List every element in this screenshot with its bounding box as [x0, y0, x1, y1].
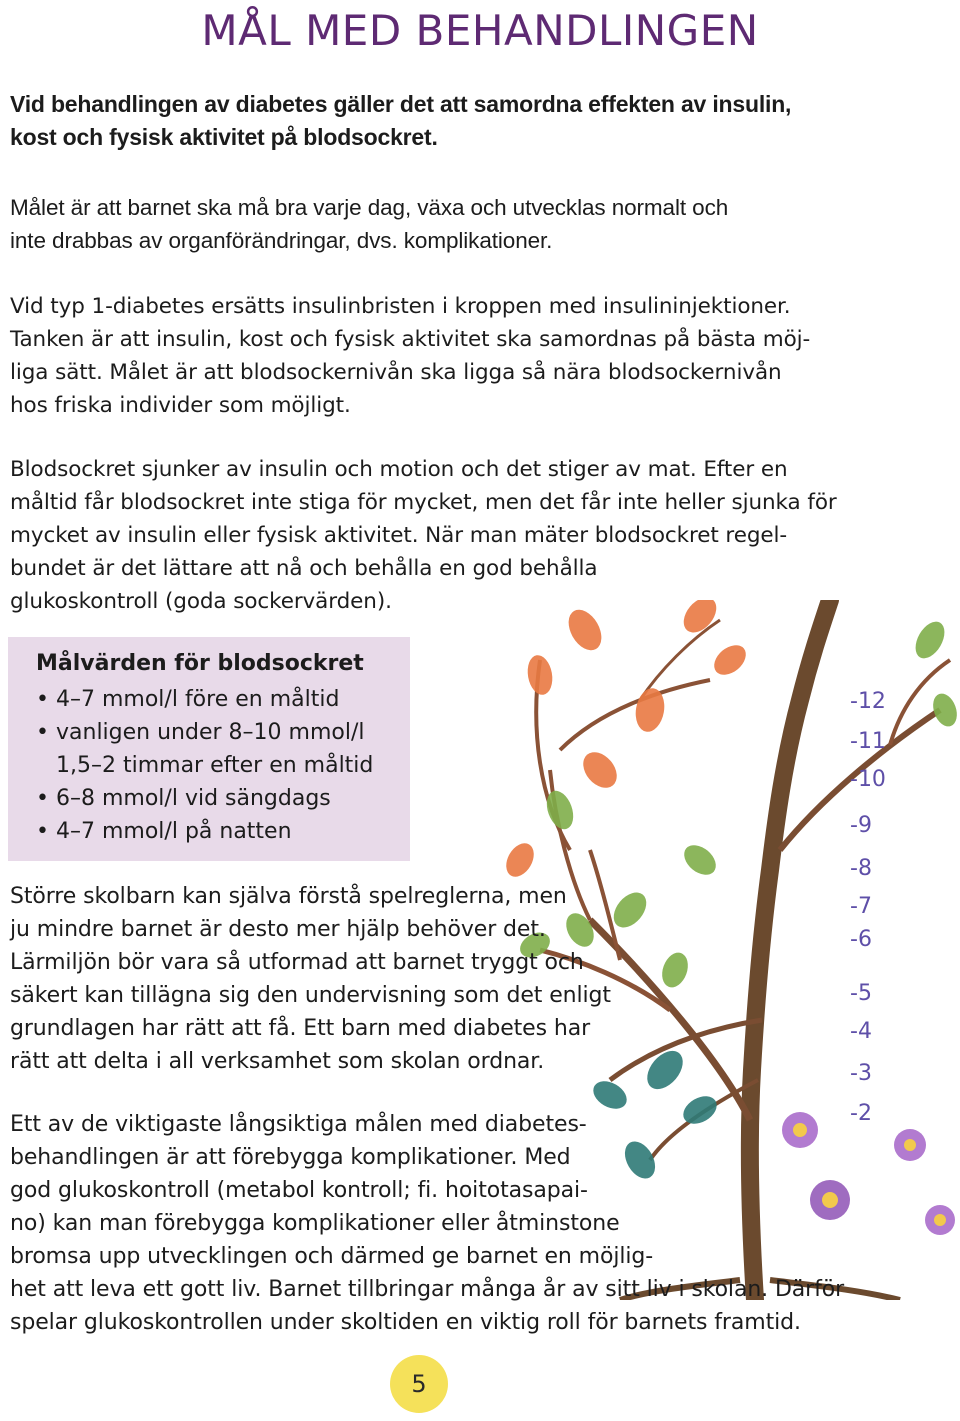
scale-label: -5	[850, 981, 872, 1006]
text-line: grundlagen har rätt att få. Ett barn med diabetes har	[10, 1016, 591, 1041]
target-values-box	[8, 637, 410, 861]
list-item: • 4–7 mmol/l på natten	[36, 815, 373, 848]
paragraph-blood-sugar	[10, 453, 837, 618]
text-line: Större skolbarn kan själva förstå spelreglerna, men	[10, 884, 567, 909]
scale-label: -8	[850, 856, 872, 881]
paragraph-type1	[10, 290, 810, 422]
text-line: Lärmiljön bör vara så utformad att barnet tryggt och	[10, 950, 584, 975]
scale-label: -3	[850, 1061, 872, 1086]
paragraph-goal	[10, 191, 728, 257]
page-number: 5	[390, 1355, 448, 1413]
text-line: inte drabbas av organförändringar, dvs. komplikationer.	[10, 228, 553, 253]
text-line: het att leva ett gott liv. Barnet tillbringar många år av sitt liv i skolan. Därför	[10, 1277, 845, 1302]
page-title: MÅL MED BEHANDLINGEN	[201, 6, 759, 55]
text-line: rätt att delta i all verksamhet som skolan ordnar.	[10, 1049, 545, 1074]
text-line: Tanken är att insulin, kost och fysisk aktivitet ska samordnas på bästa möj-	[10, 327, 811, 352]
scale-label: -7	[850, 894, 872, 919]
scale-label: -10	[850, 767, 886, 792]
text-line: liga sätt. Målet är att blodsockernivån ska ligga så nära blodsockernivån	[10, 360, 782, 385]
text-line: Blodsockret sjunker av insulin och motion och det stiger av mat. Efter en	[10, 457, 788, 482]
text-line: no) kan man förebygga komplikationer eller åtminstone	[10, 1211, 620, 1236]
scale-label: -9	[850, 813, 872, 838]
text-line: Vid typ 1-diabetes ersätts insulinbristen i kroppen med insulininjektioner.	[10, 294, 791, 319]
scale-label: -2	[850, 1101, 872, 1126]
box-title: Målvärden för blodsockret	[36, 651, 364, 676]
text-line: spelar glukoskontrollen under skoltiden en viktig roll för barnets framtid.	[10, 1310, 801, 1335]
text-line: Vid behandlingen av diabetes gäller det att samordna effekten av insulin,	[10, 91, 792, 117]
scale-label: -12	[850, 689, 886, 714]
scale-label: -4	[850, 1019, 872, 1044]
text-line: bromsa upp utvecklingen och därmed ge barnet en möjlig-	[10, 1244, 654, 1269]
paragraph-long-term	[10, 1108, 844, 1339]
text-line: hos friska individer som möjligt.	[10, 393, 351, 418]
paragraph-school	[10, 880, 611, 1078]
text-line: måltid får blodsockret inte stiga för mycket, men det får inte heller sjunka för	[10, 490, 837, 515]
target-values-list	[36, 683, 373, 848]
text-line: säkert kan tillägna sig den undervisning som det enligt	[10, 983, 611, 1008]
list-item: • vanligen under 8–10 mmol/l 1,5–2 timmar efter en måltid	[36, 716, 373, 782]
text-line: bundet är det lättare att nå och behålla en god behålla	[10, 556, 598, 581]
text-line: glukoskontroll (goda sockervärden).	[10, 589, 392, 614]
text-line: ju mindre barnet är desto mer hjälp behöver det.	[10, 917, 546, 942]
scale-label: -6	[850, 927, 872, 952]
scale-label: -11	[850, 729, 886, 754]
text-line: Ett av de viktigaste långsiktiga målen med diabetes-	[10, 1112, 587, 1137]
text-line: Målet är att barnet ska må bra varje dag, växa och utvecklas normalt och	[10, 195, 729, 220]
text-line: kost och fysisk aktivitet på blodsockret.	[10, 124, 438, 150]
text-line: mycket av insulin eller fysisk aktivitet. När man mäter blodsockret regel-	[10, 523, 788, 548]
list-item: • 6–8 mmol/l vid sängdags	[36, 782, 373, 815]
list-item-continuation: 1,5–2 timmar efter en måltid	[56, 753, 374, 778]
text-line: behandlingen är att förebygga komplikationer. Med	[10, 1145, 571, 1170]
lead-paragraph	[10, 88, 870, 154]
text-line: god glukoskontroll (metabol kontroll; fi. hoitotasapai-	[10, 1178, 588, 1203]
list-item: • 4–7 mmol/l före en måltid	[36, 683, 373, 716]
